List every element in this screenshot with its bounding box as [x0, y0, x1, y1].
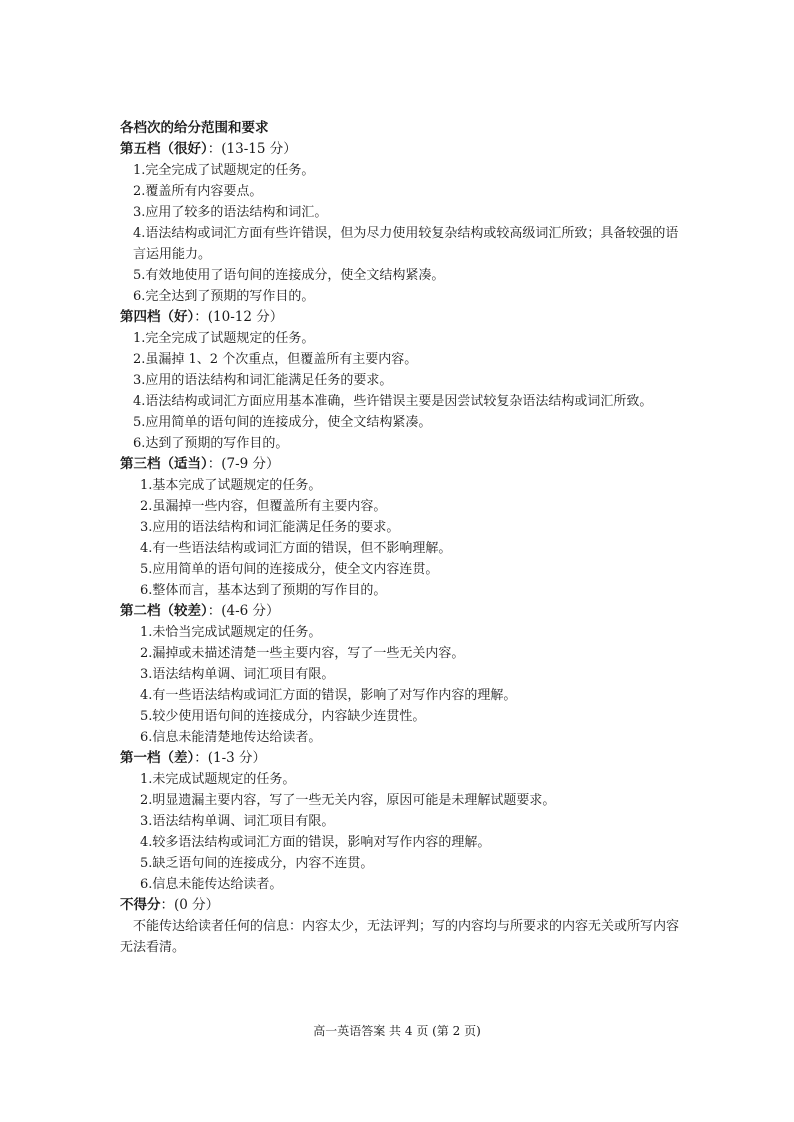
level-name: 第四档（好）: [120, 309, 195, 325]
level-range: ：(1-3 分）: [194, 750, 267, 766]
list-item: 1.完全完成了试题规定的任务。: [133, 331, 315, 346]
list-item: 2.明显遗漏主要内容，写了一些无关内容，原因可能是未理解试题要求。: [140, 793, 556, 808]
level-name: 不得分: [120, 897, 161, 913]
level-items: [120, 769, 685, 895]
level-name: 第五档（很好）: [120, 141, 208, 157]
level-items: [120, 328, 685, 454]
list-item: 5.缺乏语句间的连接成分，内容不连贯。: [140, 856, 374, 871]
list-item: 1.完全完成了试题规定的任务。: [133, 163, 315, 178]
list-item: 3.语法结构单调、词汇项目有限。: [140, 667, 335, 682]
level-range: ：(0 分）: [160, 897, 220, 913]
list-item: 6.达到了预期的写作目的。: [133, 436, 289, 451]
list-item: 6.完全达到了预期的写作目的。: [133, 289, 315, 304]
document-body: [120, 118, 685, 958]
list-item: 2.覆盖所有内容要点。: [133, 184, 263, 199]
level-range: ：(10-12 分）: [194, 309, 284, 325]
list-item: 1.未恰当完成试题规定的任务。: [140, 625, 322, 640]
level-heading: [120, 454, 685, 475]
list-item: 2.漏掉或未描述清楚一些主要内容，写了一些无关内容。: [140, 646, 465, 661]
level-items: [120, 622, 685, 748]
level-heading: [120, 895, 685, 916]
list-item: 3.应用了较多的语法结构和词汇。: [133, 205, 328, 220]
page-footer: 高一英语答案 共 4 页 (第 2 页): [313, 1024, 481, 1038]
list-item: 6.整体而言，基本达到了预期的写作目的。: [140, 583, 387, 598]
level-heading: [120, 601, 685, 622]
level-items: [120, 160, 685, 307]
list-item: 2.虽漏掉 1、2 个次重点，但覆盖所有主要内容。: [133, 352, 418, 367]
section-title: 各档次的给分范围和要求: [120, 120, 269, 136]
list-item: 1.未完成试题规定的任务。: [140, 772, 296, 787]
level-range: ：(7-9 分）: [207, 456, 280, 472]
list-item: 3.语法结构单调、词汇项目有限。: [140, 814, 335, 829]
list-item: 5.有效地使用了语句间的连接成分，使全文结构紧凑。: [133, 268, 445, 283]
list-item: 6.信息未能传达给读者。: [140, 877, 283, 892]
list-item: 2.虽漏掉一些内容，但覆盖所有主要内容。: [140, 499, 387, 514]
list-item: 4.有一些语法结构或词汇方面的错误，影响了对写作内容的理解。: [140, 688, 517, 703]
list-item: 4.较多语法结构或词汇方面的错误，影响对写作内容的理解。: [140, 835, 491, 850]
list-item: 6.信息未能清楚地传达给读者。: [140, 730, 322, 745]
list-item: 4.有一些语法结构或词汇方面的错误，但不影响理解。: [140, 541, 452, 556]
list-item: 4.语法结构或词汇方面应用基本准确，些许错误主要是因尝试较复杂语法结构或词汇所致。: [133, 394, 653, 409]
list-item: 1.基本完成了试题规定的任务。: [140, 478, 322, 493]
level-heading: [120, 139, 685, 160]
level-name: 第一档（差）: [120, 750, 195, 766]
level-items: [120, 475, 685, 601]
list-item: 3.应用的语法结构和词汇能满足任务的要求。: [133, 373, 393, 388]
level-name: 第二档（较差）: [120, 603, 208, 619]
level-heading: [120, 748, 685, 769]
list-item: 4.语法结构或词汇方面有些许错误，但为尽力使用较复杂结构或较高级词汇所致；具备较强的语言运用能力。: [133, 226, 679, 262]
level-name: 第三档（适当）: [120, 456, 208, 472]
list-item: 5.应用简单的语句间的连接成分，使全文结构紧凑。: [133, 415, 432, 430]
list-item: 5.较少使用语句间的连接成分，内容缺少连贯性。: [140, 709, 426, 724]
list-item: 3.应用的语法结构和词汇能满足任务的要求。: [140, 520, 400, 535]
zero-score-text: 不能传达给读者任何的信息：内容太少，无法评判；写的内容均与所要求的内容无关或所写内容无法看清。: [120, 919, 680, 955]
level-range: ：(4-6 分）: [207, 603, 280, 619]
level-range: ：(13-15 分）: [207, 141, 297, 157]
level-heading: [120, 307, 685, 328]
list-item: 5.应用简单的语句间的连接成分，使全文内容连贯。: [140, 562, 439, 577]
